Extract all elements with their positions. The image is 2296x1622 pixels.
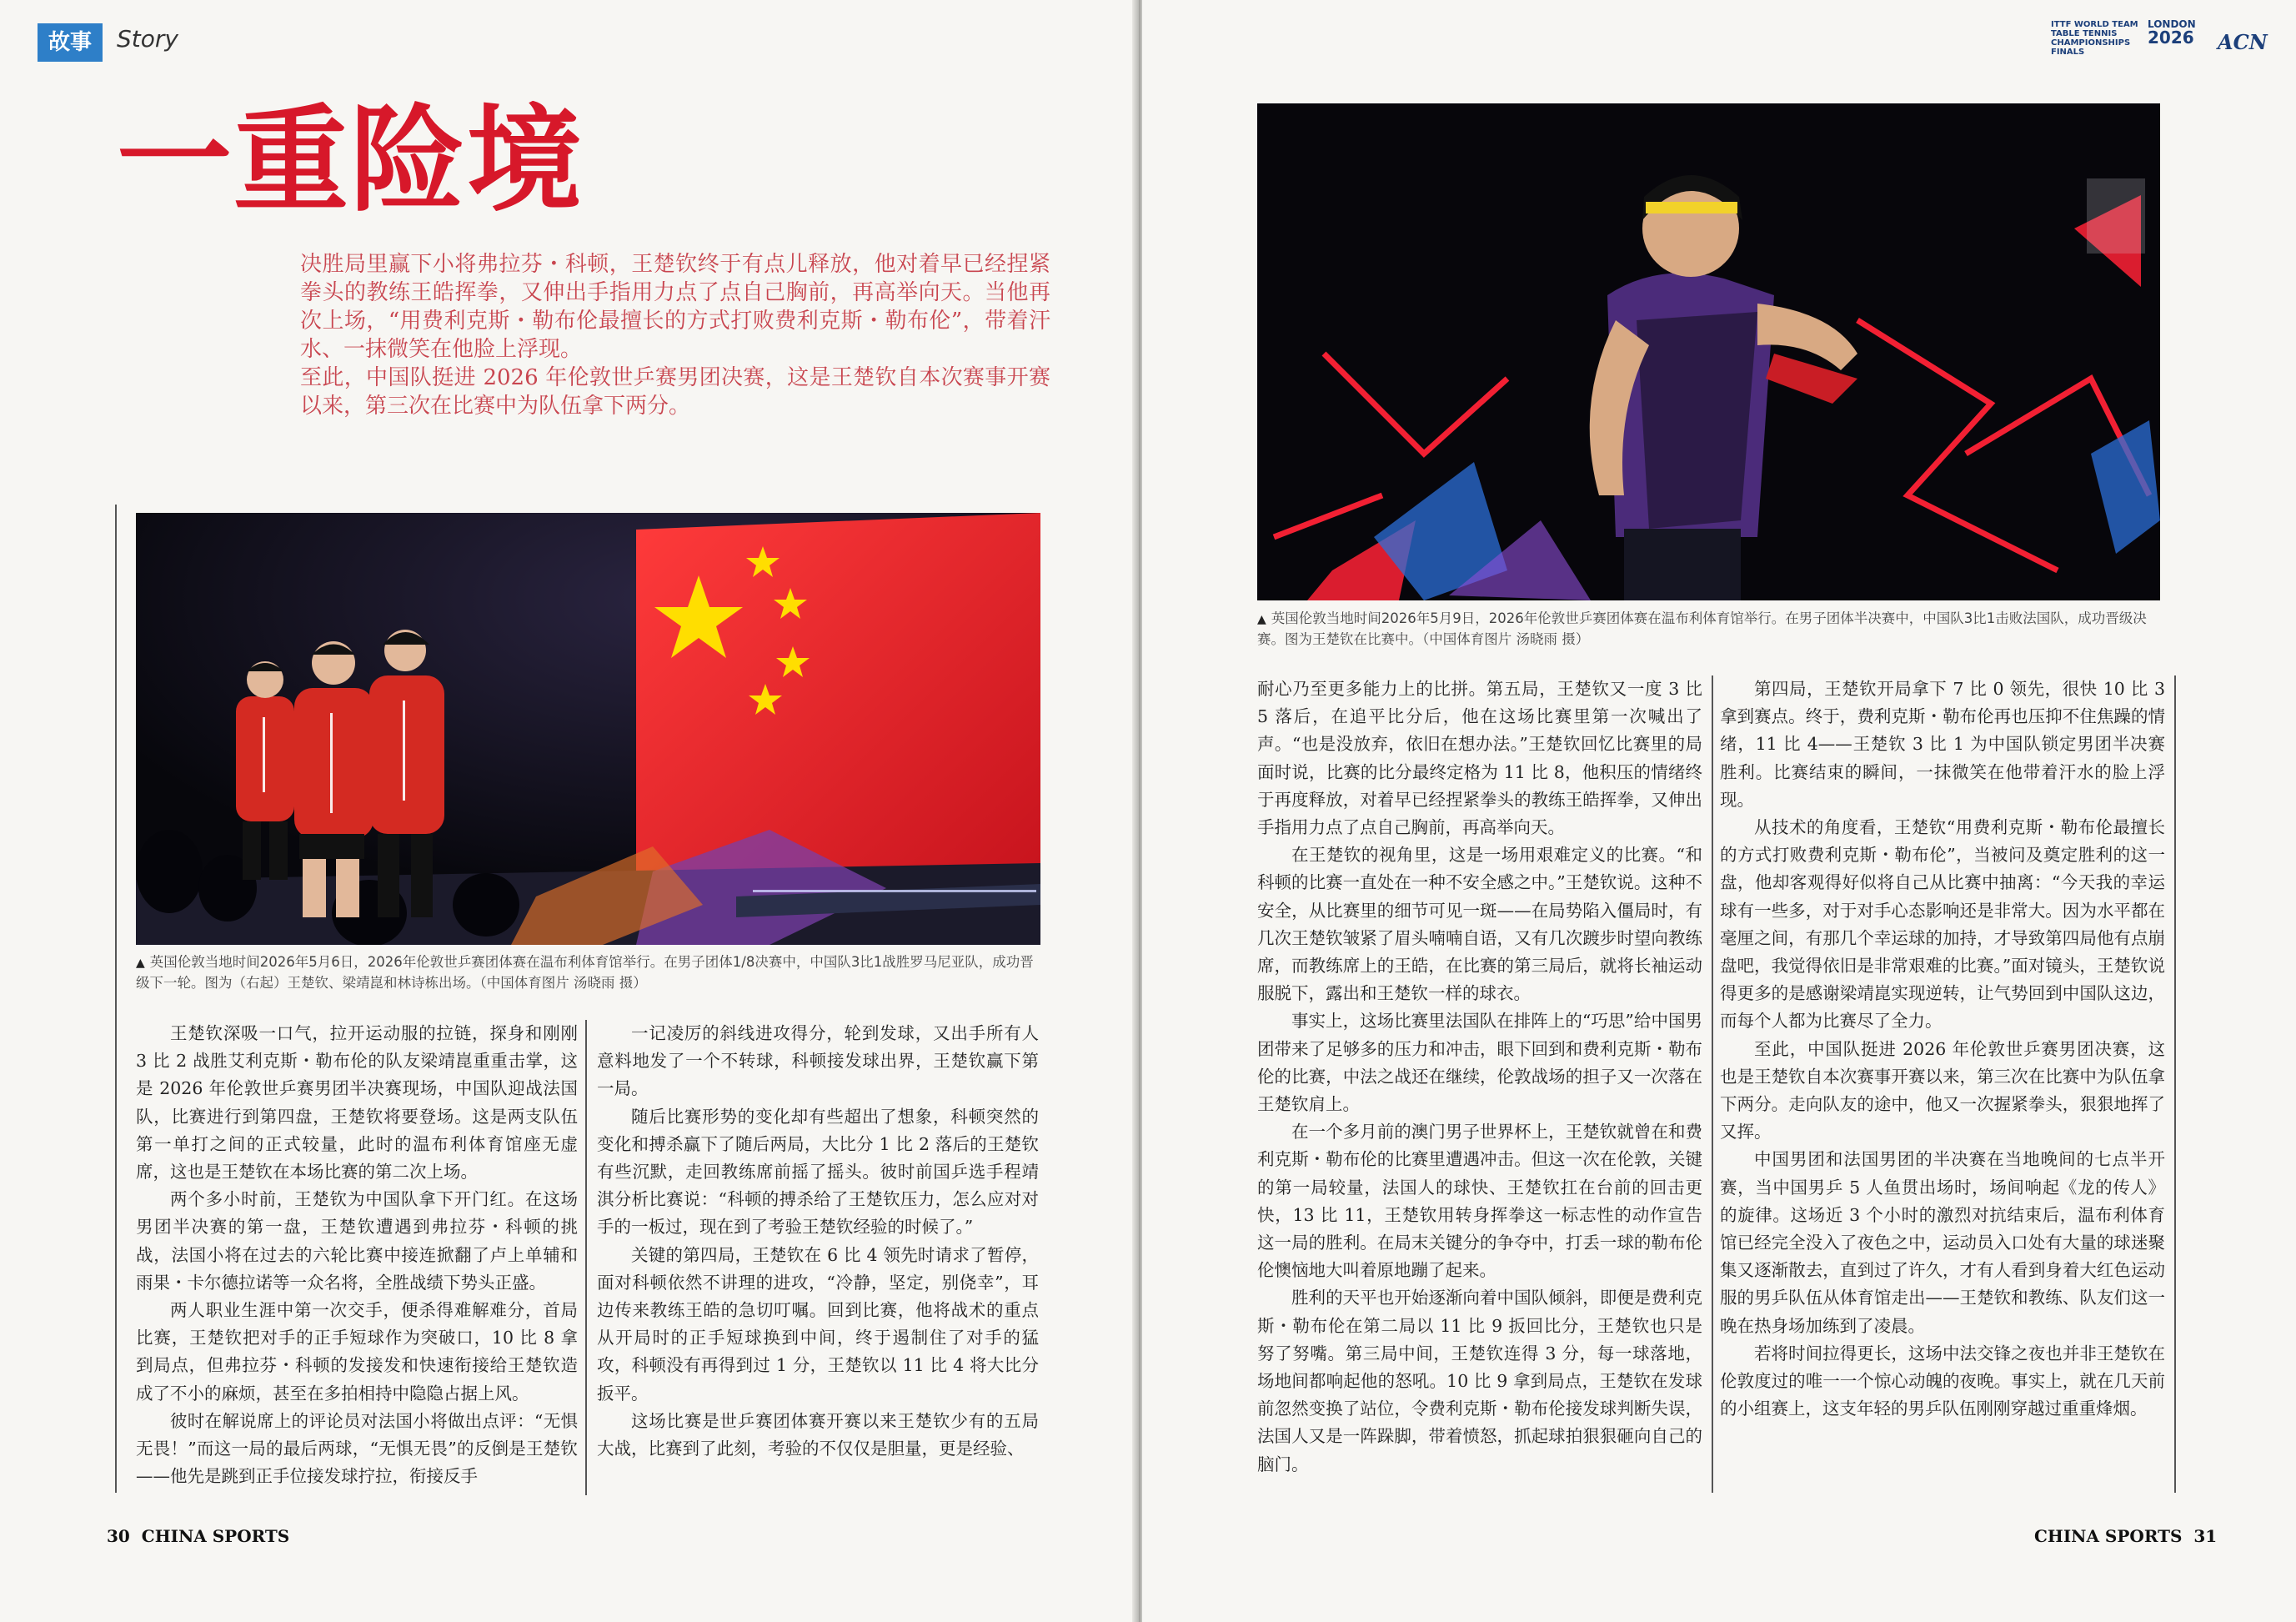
paragraph: 在一个多月前的澳门男子世界杯上，王楚钦就曾在和费利克斯・勒布伦的比赛里遭遇冲击。但这一次在伦敦，关键的第一局较量，法国人的球快、王楚钦扛在台前的回击更快，13 比 11，王楚钦用转身挥拳这一标志性的动作宣告这一局的胜利。在局末关键分的争夺中，打丢一球的勒布伦伦懊恼地大叫着原地蹦了起来。 (1257, 1122, 1702, 1281)
section-tag: 故事 (38, 23, 103, 62)
lead-line: 至此，中国队挺进 2026 年伦敦世乒赛男团决赛，这是王楚钦自本次赛事开赛以来，第三次在比赛中为队伍拿下两分。 (300, 365, 1050, 419)
photo-caption-left (136, 952, 1045, 993)
ittf-sign (2087, 178, 2145, 254)
headline: 一重险境 (117, 92, 584, 228)
paragraph: 随后比赛形势的变化却有些超出了想象，科顿突然的变化和搏杀赢下了随后两局，大比分 1 比 2 落后的王楚钦有些沉默，走回教练席前摇了摇头。彼时前国乒选手程靖淇分析比赛说：“科顿的搏杀给了王楚钦压力，怎么应对对手的一板过，现在到了考验王楚钦经验的时候了。” (597, 1106, 1039, 1238)
body-column-3 (1257, 675, 1702, 1479)
page-folio-left (107, 1526, 289, 1546)
team-entrance-illustration (136, 513, 1040, 945)
right-page (1142, 0, 2296, 1622)
paragraph: 关键的第四局，王楚钦在 6 比 4 领先时请求了暂停，面对科顿依然不讲理的进攻，“冷静，坚定，别侥幸”，耳边传来教练王皓的急切叮嘱。回到比赛，他将战术的重点从开局时的正手短球换到中间，终于遏制住了对手的猛攻，科顿没有再得到过 1 分，王楚钦以 11 比 4 将大比分扳平。 (597, 1244, 1039, 1404)
lead-paragraph (300, 250, 1050, 420)
paragraph: 彼时在解说席上的评论员对法国小将做出点评：“无惧无畏！”而这一局的最后两球，“无惧无畏”的反倒是王楚钦——他先是跳到正手位接发球拧拉，衔接反手 (136, 1410, 578, 1487)
acn-logo: ACN (2218, 30, 2268, 54)
team-entrance-photo (136, 513, 1040, 945)
event-logo (2051, 20, 2201, 57)
column-rule (585, 1020, 587, 1495)
caption-triangle-icon: ▲ (136, 957, 145, 970)
paragraph: 一记凌厉的斜线进攻得分，轮到发球，又出手所有人意料地发了一个不转球，科顿接发球出界，王楚钦赢下第一局。 (597, 1023, 1039, 1099)
body-column-4 (1720, 675, 2165, 1423)
paragraph: 王楚钦深吸一口气，拉开运动服的拉链，探身和刚刚 3 比 2 战胜艾利克斯・勒布伦的队友梁靖崑重重击掌，这是 2026 年伦敦世乒赛男团半决赛现场，中国队迎战法国队，比赛进行到第四盘，王楚钦将要登场。这是两支队伍第一单打之间的正式较量，此时的温布利体育馆座无虚席，这也是王楚钦在本场比赛的第二次上场。 (136, 1023, 578, 1183)
caption-triangle-icon: ▲ (1257, 613, 1266, 626)
page-number: 30 (107, 1526, 130, 1546)
column-rule (1712, 675, 1713, 1493)
paragraph: 第四局，王楚钦开局拿下 7 比 0 领先，很快 10 比 3 拿到赛点。终于，费利克斯・勒布伦再也压抑不住焦躁的情绪，11 比 4——王楚钦 3 比 1 为中国队锁定男团半决赛胜利。比赛结束的瞬间，一抹微笑在他带着汗水的脸上浮现。 (1720, 679, 2165, 810)
paragraph: 这场比赛是世乒赛团体赛开赛以来王楚钦少有的五局大战，比赛到了此刻，考验的不仅仅是胆量，更是经验、 (597, 1410, 1039, 1459)
page-number: 31 (2193, 1526, 2218, 1546)
column-rule (2174, 675, 2176, 1493)
caption-text: 英国伦敦当地时间2026年5月9日，2026年伦敦世乒赛团体赛在温布利体育馆举行。在男子团体半决赛中，中国队3比1击败法国队，成功晋级决赛。图为王楚钦在比赛中。（中国体育图片 汤晓雨 摄） (1257, 610, 2147, 647)
paragraph: 胜利的天平也开始逐渐向着中国队倾斜，即便是费利克斯・勒布伦在第二局以 11 比 9 扳回比分，王楚钦也只是努了努嘴。第三局中间，王楚钦连得 3 分，每一球落地，场地间都响起他的怒吼。10 比 9 拿到局点，王楚钦在发球前忽然变换了站位，令费利克斯・勒布伦接发球判断失误，法国人又是一阵跺脚，带着愤怒，抓起球拍狠狠砸向自己的脑门。 (1257, 1288, 1702, 1474)
paragraph: 在王楚钦的视角里，这是一场用艰难定义的比赛。“和科顿的比赛一直处在一种不安全感之中。”王楚钦说。这种不安全，从比赛里的细节可见一斑——在局势陷入僵局时，有几次王楚钦皱紧了眉头喃喃自语，又有几次踱步时望向教练席，而教练席上的王皓，在比赛的第三局后，就将长袖运动服脱下，露出和王楚钦一样的球衣。 (1257, 845, 1702, 1004)
paragraph: 从技术的角度看，王楚钦“用费利克斯・勒布伦最擅长的方式打败费利克斯・勒布伦”，当被问及奠定胜利的这一盘，他却客观得好似将自己从比赛中抽离：“今天我的幸运球有一些多，对于对手心态影响还是非常大。因为水平都在毫厘之间，有那几个幸运球的加持，才导致第四局他有点崩盘吧，我觉得依旧是非常艰难的比赛。”面对镜头，王楚钦说得更多的是感谢梁靖崑实现逆转，让气势回到中国队这边，而每个人都为比赛尽了全力。 (1720, 817, 2165, 1032)
event-logo-year: 2026 (2148, 28, 2194, 48)
body-column-1 (136, 1020, 578, 1490)
column-rule (115, 505, 117, 1493)
paragraph: 两个多小时前，王楚钦为中国队拿下开门红。在这场男团半决赛的第一盘，王楚钦遭遇到弗拉芬・科顿的挑战，法国小将在过去的六轮比赛中接连掀翻了卢上单辅和雨果・卡尔德拉诺等一众名将，全胜战绩下势头正盛。 (136, 1189, 578, 1293)
paragraph: 事实上，这场比赛里法国队在排阵上的“巧思”给中国男团带来了足够多的压力和冲击，眼下回到和费利克斯・勒布伦的比赛，中法之战还在继续，伦敦战场的担子又一次落在王楚钦肩上。 (1257, 1011, 1702, 1115)
left-page (0, 0, 1137, 1622)
section-tag-english: Story (117, 25, 178, 53)
flag-of-china (636, 513, 1040, 905)
paragraph: 中国男团和法国男团的半决赛在当地晚间的七点半开赛，当中国男乒 5 人鱼贯出场时，场间响起《龙的传人》的旋律。这场近 3 个小时的激烈对抗结束后，温布利体育馆已经完全没入了夜色之中，运动员入口处有大量的球迷聚集又逐渐散去，直到过了许久，才有人看到身着大红色运动服的男乒队伍从体育馆走出——王楚钦和教练、队友们这一晚在热身场加练到了凌晨。 (1720, 1149, 2165, 1336)
event-logo-city: LONDON (2148, 18, 2196, 30)
event-logo-text: ITTF WORLD TEAM TABLE TENNIS CHAMPIONSHIPS FINALS (2051, 20, 2138, 57)
paragraph: 若将时间拉得更长，这场中法交锋之夜也并非王楚钦在伦敦度过的唯一一个惊心动魄的夜晚。事实上，就在几天前的小组赛上，这支年轻的男乒队伍刚刚穿越过重重烽烟。 (1720, 1343, 2165, 1419)
caption-text: 英国伦敦当地时间2026年5月6日，2026年伦敦世乒赛团体赛在温布利体育馆举行。在男子团体1/8决赛中，中国队3比1战胜罗马尼亚队，成功晋级下一轮。图为（右起）王楚钦、梁靖崑和林诗栋出场。（中国体育图片 汤晓雨 摄） (136, 954, 1034, 991)
magazine-name: CHINA SPORTS (141, 1526, 290, 1546)
paragraph: 两人职业生涯中第一次交手，便杀得难解难分，首局比赛，王楚钦把对手的正手短球作为突破口，10 比 8 拿到局点，但弗拉芬・科顿的发接发和快速衔接给王楚钦造成了不小的麻烦，甚至在多拍相持中隐隐占据上风。 (136, 1300, 578, 1404)
paragraph: 耐心乃至更多能力上的比拼。第五局，王楚钦又一度 3 比 5 落后，在追平比分后，他在这场比赛里第一次喊出了声。“也是没放弃，依旧在想办法。”王楚钦回忆比赛里的局面时说，比赛的比分最终定格为 11 比 8，他积压的情绪终于再度释放，对着早已经捏紧拳头的教练王皓挥拳，又伸出手指用力点了点自己胸前，再高举向天。 (1257, 679, 1702, 838)
page-folio-right (2034, 1526, 2217, 1546)
player-action-photo (1257, 103, 2160, 600)
body-column-2 (597, 1020, 1039, 1463)
paragraph: 至此，中国队挺进 2026 年伦敦世乒赛男团决赛，这也是王楚钦自本次赛事开赛以来，第三次在比赛中为队伍拿下两分。走向队友的途中，他又一次握紧拳头，狠狠地挥了又挥。 (1720, 1038, 2165, 1142)
photo-caption-right (1257, 609, 2166, 650)
lead-line: 决胜局里赢下小将弗拉芬・科顿，王楚钦终于有点儿释放，他对着早已经捏紧拳头的教练王皓挥拳，又伸出手指用力点了点自己胸前，再高举向天。当他再次上场，“用费利克斯・勒布伦最擅长的方式打败费利克斯・勒布伦”，带着汗水、一抹微笑在他脸上浮现。 (300, 252, 1050, 362)
player-action-illustration (1257, 103, 2160, 600)
magazine-name: CHINA SPORTS (2034, 1526, 2183, 1546)
